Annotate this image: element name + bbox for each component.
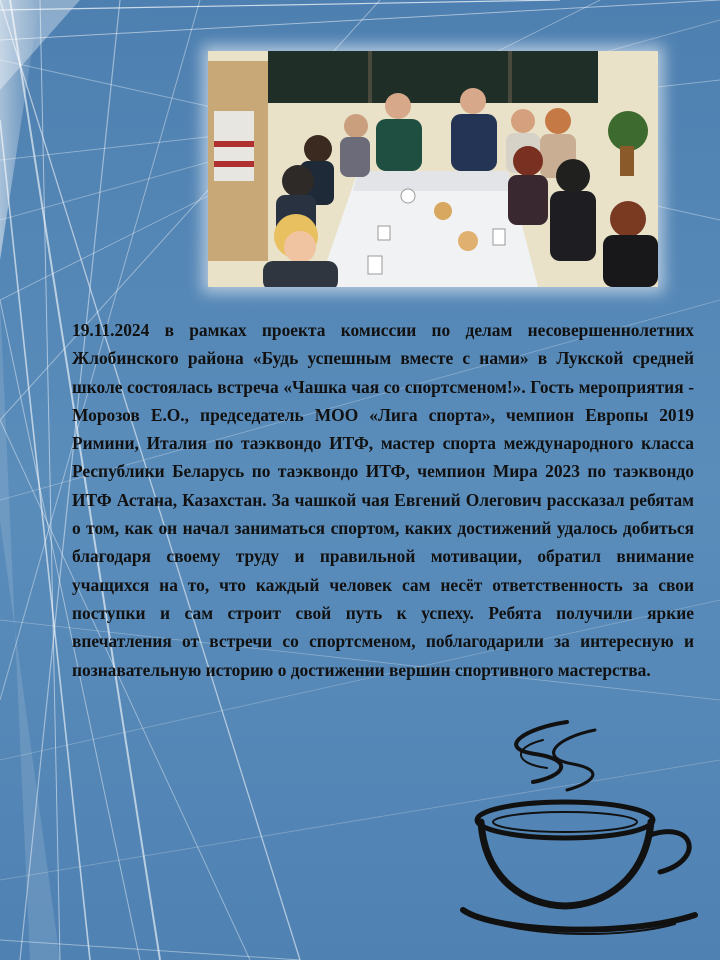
article-body: в рамках проекта комиссии по делам несовершеннолетних Жлобинского района «Будь успешным вместе с нами» в Лукской средней школе состоялась встреча «Чашка чая со спортсменом!». Гость мероприятия - Морозов Е.О., председатель МОО «Лига спорта», чемпион Европы 2019 Римини, Италия по таэквондо ИТФ, мастер спорта международного класса Республики Беларусь по таэквондо ИТФ, чемпион Мира 2023 по таэквондо ИТФ Астана, Казахстан. За чашкой чая Евгений Олегович рассказал ребятам о том, как он начал заниматься спортом, каких достижений удалось добиться благодаря своему труду и правильной мотивации, обратил внимание учащихся на то, что каждый человек сам несёт ответственность за свои поступки и сам строит свой путь к успеху. Ребята получили яркие впечатления от встречи со спортсменом, поблагодарили за интересную и познавательную историю о достижении вершин спортивного мастерства. — [72, 320, 694, 680]
meeting-photo — [208, 51, 658, 287]
article-date: 19.11.2024 — [72, 320, 150, 340]
article-text — [72, 316, 694, 684]
tea-cup-icon — [455, 710, 705, 945]
